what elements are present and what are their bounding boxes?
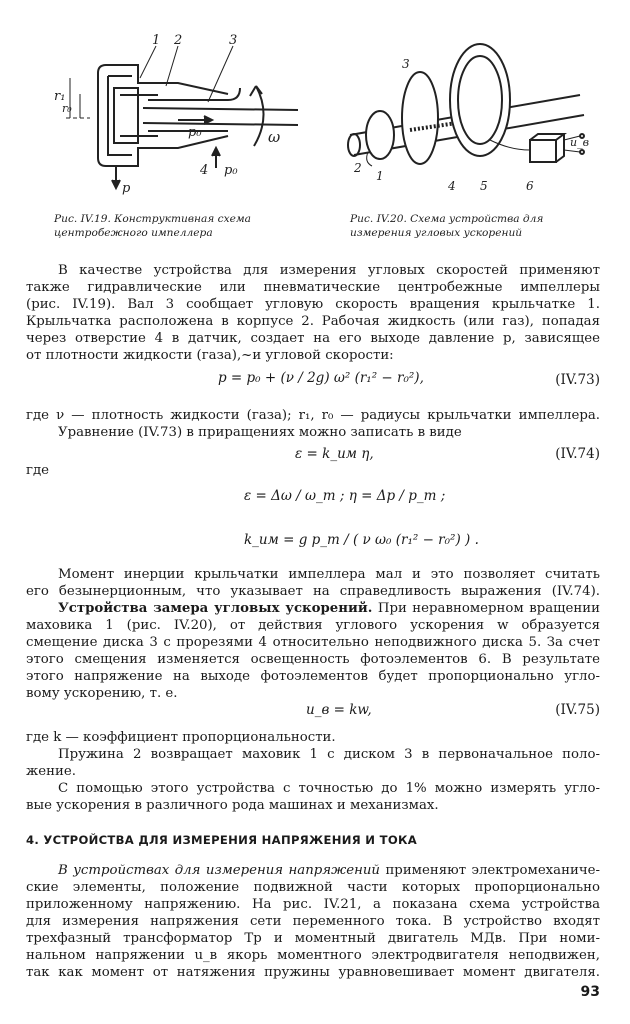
text-line: смещение диска 3 с прорезями 4 относительно неподвижного диска 5. За счет [26,635,600,650]
figure-iv19 [28,28,318,208]
figure-iv20 [340,40,602,200]
text-line: этого напряжение на выходе фотоэлементов будет пропорционально угло- [26,669,600,684]
text-line: так как момент от натяжения пружины уравновешивает момент двигателя. [26,965,600,980]
bold-heading: Устройства замера угловых ускорений. [58,601,373,616]
impeller-diagram [28,28,318,208]
fig20-label-5: 5 [480,179,488,193]
fig20-label-6: 6 [526,179,534,193]
page-number: 93 [580,984,600,1000]
text-line: вому ускорению, т. е. [26,686,178,701]
text-line: этого смещения изменяется освещенность фотоэлементов 6. В результате [26,652,600,667]
figure-iv20-caption: Рис. IV.20. Схема устройства для измерения угловых ускорений [350,213,544,239]
accelerometer-diagram [340,40,602,200]
fig20-label-2: 2 [354,161,362,175]
text-line: ские элементы, положение подвижной части которых пропорционально [26,880,600,895]
text-line: маховика 1 (рис. IV.20), от действия углового ускорения w образуется [26,618,600,633]
text-line: где [26,463,50,478]
text-line: Крыльчатка расположена в корпусе 2. Рабочая жидкость (или газ), попадая [26,314,600,329]
equation-iv74: ε = k_им η, [295,446,374,462]
italic-lead: В устройствах для измерения напряжений [58,863,380,878]
text-line [58,600,600,617]
fig19-label-omega: ω [268,128,281,146]
text-line: Момент инерции крыльчатки импеллера мал и это позволяет считать [58,567,600,582]
fig19-label-r0: r₀ [62,102,72,115]
fig19-label-2: 2 [174,33,183,48]
text-line: Уравнение (IV.73) в приращениях можно записать в виде [58,425,462,440]
fig19-label-r1: r₁ [54,89,66,104]
text-span: применяют электромеханиче- [380,863,600,878]
fig19-label-p0-inner: p₀ [188,125,202,140]
fig20-label-3: 3 [402,57,410,71]
text-line: для измерения напряжения сети переменного тока. В устройство входят [26,914,600,929]
text-line: В качестве устройства для измерения угловых скоростей применяют [58,263,600,278]
fig20-label-4: 4 [448,179,456,193]
equation-kim: k_им = g p_m / ( ν ω₀ (r₁² − r₀²) ) . [244,532,479,548]
text-line: вые ускорения в различного рода машинах и механизмах. [26,798,439,813]
equation-number-iv73: (IV.73) [555,372,600,388]
figure-iv19-caption: Рис. IV.19. Конструктивная схема центробежного импеллера [54,213,251,239]
text-line: где k — коэффициент пропорциональности. [26,730,336,745]
text-span: При неравномерном вращении [372,601,600,616]
text-line: где ν — плотность жидкости (газа); r₁, r₀ — радиусы крыльчатки импеллера. [26,408,600,423]
equation-number-iv75: (IV.75) [555,702,600,718]
text-line [58,862,600,879]
fig19-label-4: 4 [200,163,209,178]
equation-iv75: u_в = kw, [306,702,372,718]
text-line: от плотности жидкости (газа),~и угловой скорости: [26,348,394,363]
fig19-label-1: 1 [152,33,161,48]
text-line: приложенному напряжению. На рис. IV.21, а показана схема устройства [26,897,600,912]
fig20-label-1: 1 [376,169,384,183]
text-line: С помощью этого устройства с точностью до 1% можно измерять угло- [58,781,600,796]
text-line: трехфазный трансформатор Тр и моментный двигатель МДв. При номи- [26,931,600,946]
section-heading: 4. УСТРОЙСТВА ДЛЯ ИЗМЕРЕНИЯ НАПРЯЖЕНИЯ И ТОКА [26,833,418,847]
text-line: также гидравлические или пневматические центробежные импеллеры [26,280,600,295]
equation-number-iv74: (IV.74) [555,446,600,462]
fig19-label-p: p [122,181,131,196]
text-line: жение. [26,764,76,779]
text-line: (рис. IV.19). Вал 3 сообщает угловую скорость вращения крыльчатке 1. [26,297,600,312]
text-line: Пружина 2 возвращает маховик 1 с диском 3 в первоначальное поло- [58,747,600,762]
equation-iv73: p = p₀ + (ν / 2g) ω² (r₁² − r₀²), [218,370,424,386]
text-line: его безынерционным, что указывает на справедливость выражения (IV.74). [26,584,600,599]
text-line: через отверстие 4 в датчик, создает на его выходе давление p, зависящее [26,331,600,346]
fig19-label-3: 3 [229,33,238,48]
fig20-label-uv: u_в [570,136,589,149]
equation-definitions: ε = Δω / ω_m ; η = Δp / p_m ; [244,488,446,504]
text-line: нальном напряжении u_в якорь моментного электродвигателя неподвижен, [26,948,600,963]
fig19-label-p0-outer: p₀ [224,163,238,178]
